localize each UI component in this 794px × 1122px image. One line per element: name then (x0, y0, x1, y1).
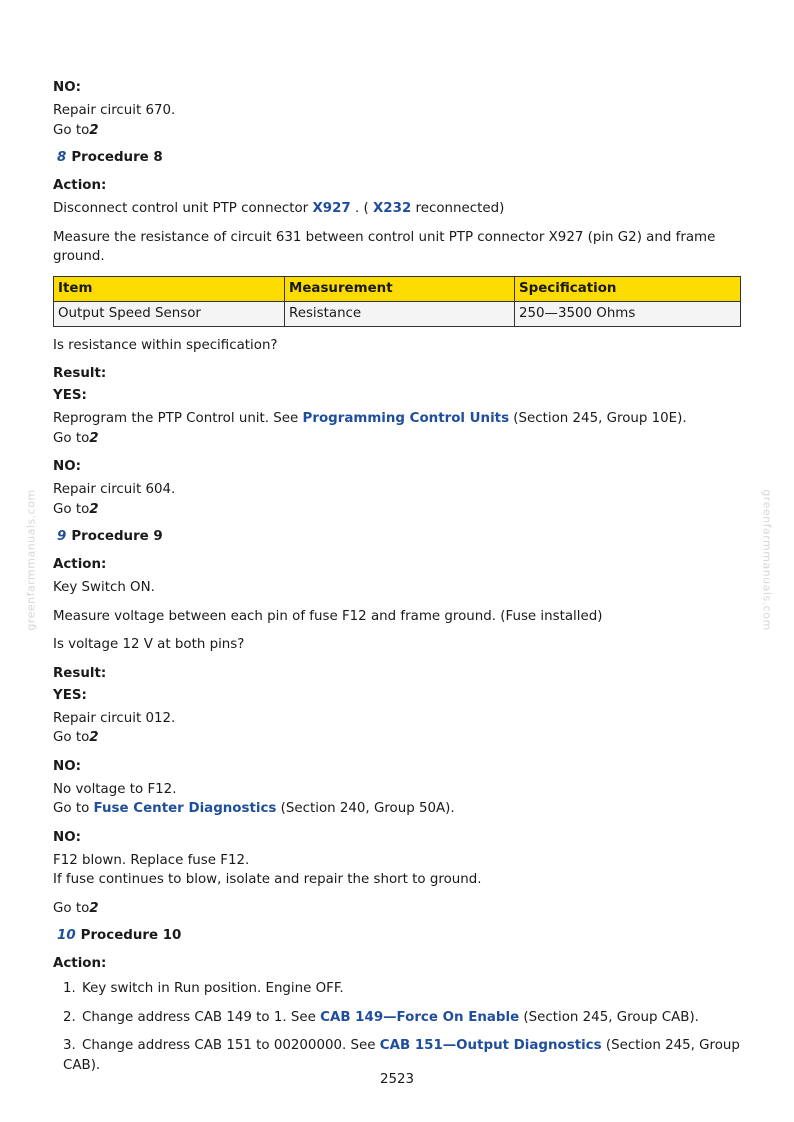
step-text: Change address CAB 151 to 00200000. See (82, 1038, 380, 1053)
yes-text: Repair circuit 012. (53, 710, 176, 726)
procedure-8-heading (53, 148, 743, 167)
action-text: Key Switch ON. (53, 580, 155, 595)
list-item (63, 1008, 743, 1028)
action-mid: . ( (350, 201, 373, 216)
goto-line (53, 500, 743, 520)
action-suffix: reconnected) (411, 201, 505, 216)
action-steps-list (53, 979, 743, 1075)
table-header: Measurement (285, 276, 515, 301)
measure-text: Measure the resistance of circuit 631 between control unit PTP connector X927 (pin G2) and frame ground. (53, 229, 716, 264)
goto-step-link[interactable]: 2 (89, 430, 99, 446)
step-text: Change address CAB 149 to 1. See (82, 1009, 321, 1025)
goto-line (53, 429, 743, 449)
goto-step-link[interactable]: 2 (89, 900, 99, 916)
link-cab-149[interactable]: CAB 149—Force On Enable (320, 1009, 520, 1025)
goto-prefix: Go to (53, 801, 94, 816)
step-number: 1. (63, 981, 76, 996)
procedure-8-number: 8 (57, 150, 67, 165)
yes-text (53, 409, 743, 429)
goto-step-link[interactable]: 2 (89, 122, 99, 138)
link-cab-151[interactable]: CAB 151—Output Diagnostics (379, 1038, 602, 1053)
specification-table (53, 276, 741, 327)
no-text: No voltage to F12. (53, 781, 177, 797)
table-header: Item (54, 276, 285, 301)
yes-label: YES: (53, 388, 87, 403)
table-row (54, 301, 741, 326)
yes-suffix: (Section 245, Group 10E). (509, 411, 687, 426)
goto-prefix: Go to (53, 730, 90, 745)
question-text: Is voltage 12 V at both pins? (53, 637, 245, 652)
table-header-row (54, 276, 741, 301)
goto-prefix: Go to (53, 430, 90, 446)
watermark-right: greenfarmmanuals.com (760, 489, 774, 631)
step-suffix: (Section 245, Group CAB). (63, 1038, 740, 1073)
yes-prefix: Reprogram the PTP Control unit. See (53, 411, 303, 426)
goto-prefix: Go to (53, 900, 90, 916)
goto-suffix: (Section 240, Group 50A). (276, 801, 455, 816)
procedure-10-number: 10 (57, 928, 76, 943)
procedure-9-title: Procedure 9 (71, 529, 163, 544)
list-item (63, 979, 743, 999)
action-label: Action: (53, 956, 107, 971)
goto-line (53, 799, 743, 819)
measure-text: Measure voltage between each pin of fuse F12 and frame ground. (Fuse installed) (53, 608, 603, 624)
link-x927[interactable]: X927 (312, 201, 351, 216)
action-text (53, 199, 743, 219)
goto-step-link[interactable]: 2 (89, 501, 99, 517)
procedure-10-heading (53, 926, 743, 945)
link-programming-control-units[interactable]: Programming Control Units (302, 411, 510, 426)
step-text: Key switch in Run position. Engine OFF. (82, 981, 344, 996)
goto-line (53, 728, 743, 748)
table-header: Specification (515, 276, 741, 301)
question-text: Is resistance within specification? (53, 337, 278, 353)
action-prefix: Disconnect control unit PTP connector (53, 201, 313, 216)
no-label: NO: (53, 758, 81, 774)
no-text: Repair circuit 670. (53, 103, 176, 118)
result-label: Result: (53, 665, 107, 681)
no-label: NO: (53, 829, 81, 845)
procedure-10-title: Procedure 10 (80, 928, 182, 943)
goto-prefix: Go to (53, 501, 90, 517)
no-text: If fuse continues to blow, isolate and repair the short to ground. (53, 872, 482, 887)
watermark-left: greenfarmmanuals.com (24, 489, 38, 631)
table-cell: Output Speed Sensor (54, 301, 285, 326)
procedure-9-heading (53, 527, 743, 546)
no-text: Repair circuit 604. (53, 482, 176, 497)
page-number: 2523 (379, 1072, 415, 1087)
table-cell: Resistance (285, 301, 515, 326)
step-number: 3. (63, 1038, 76, 1053)
goto-prefix: Go to (53, 122, 90, 138)
goto-step-link[interactable]: 2 (89, 730, 99, 745)
goto-line (53, 899, 743, 919)
link-fuse-center-diagnostics[interactable]: Fuse Center Diagnostics (93, 801, 277, 816)
goto-line (53, 121, 743, 141)
no-label: NO: (53, 459, 81, 474)
no-label: NO: (53, 80, 81, 95)
action-label: Action: (53, 178, 107, 193)
document-body (53, 78, 743, 1084)
step-number: 2. (63, 1009, 76, 1025)
list-item (63, 1036, 743, 1075)
link-x232[interactable]: X232 (372, 201, 412, 216)
yes-label: YES: (53, 687, 87, 703)
step-suffix: (Section 245, Group CAB). (519, 1009, 699, 1025)
procedure-9-number: 9 (57, 529, 67, 544)
table-cell: 250—3500 Ohms (515, 301, 741, 326)
procedure-8-title: Procedure 8 (71, 150, 163, 165)
no-text: F12 blown. Replace fuse F12. (53, 852, 250, 868)
result-label: Result: (53, 366, 107, 381)
action-label: Action: (53, 557, 107, 572)
